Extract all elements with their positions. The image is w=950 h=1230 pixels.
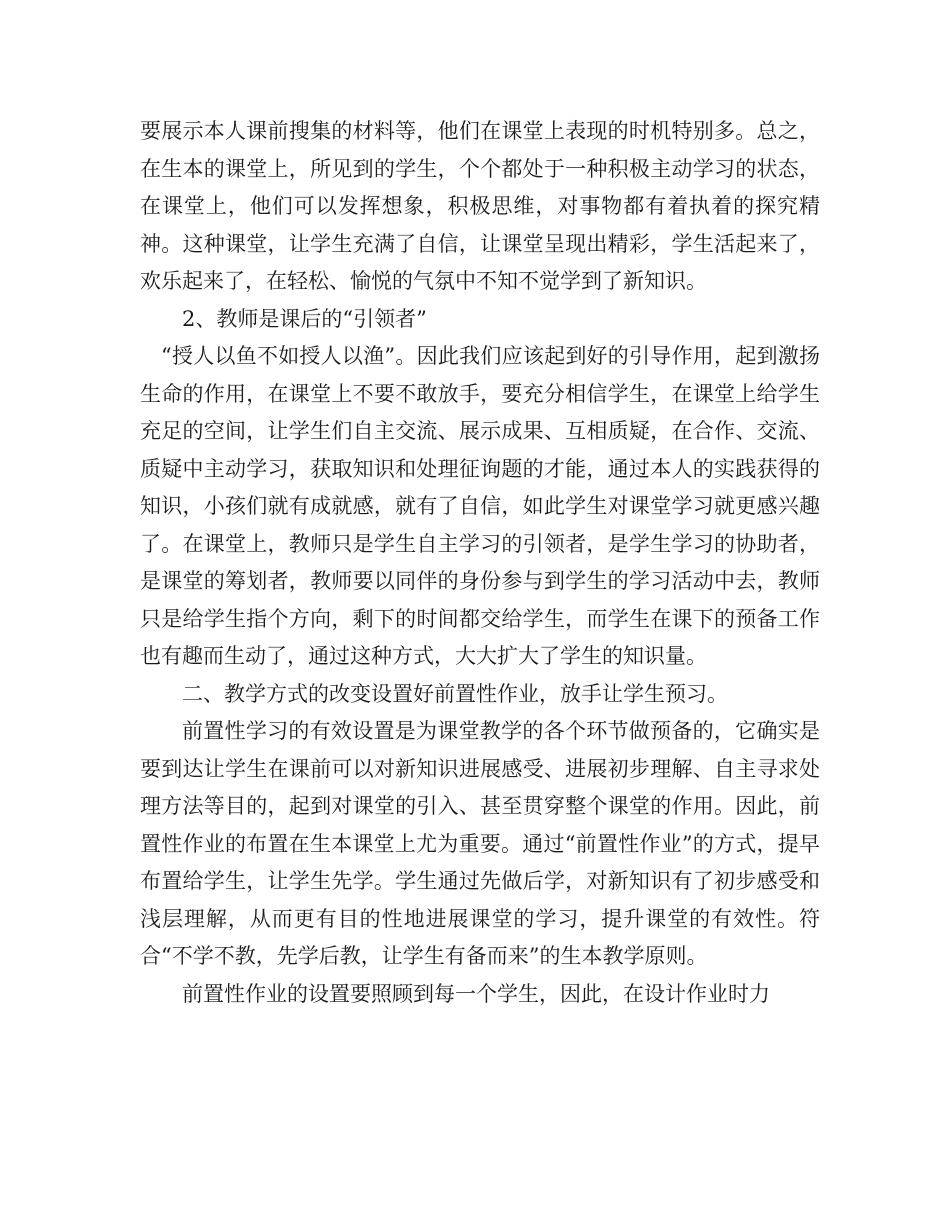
paragraph-continuation: 要展示本人课前搜集的材料等，他们在课堂上表现的时机特别多。总之，在生本的课堂上，所见到的学生，个个都处于一种积极主动学习的状态，在课堂上，他们可以发挥想象，积极思维，对事物都有着执着的探究精神。这种课堂，让学生充满了自信，让课堂呈现出精彩，学生活起来了，欢乐起来了，在轻松、愉悦的气氛中不知不觉学到了新知识。 [140, 119, 820, 293]
paragraph-homework-design: 前置性作业的设置要照顾到每一个学生，因此，在设计作业时力 [182, 981, 770, 1006]
section-heading-teaching-method: 二、教学方式的改变设置好前置性作业，放手让学生预习。 [182, 681, 728, 706]
document-body [140, 113, 820, 1013]
paragraph-quote: “授人以鱼不如授人以渔”。因此我们应该起到好的引导作用，起到激扬生命的作用，在课堂上不要不敢放手，要充分相信学生，在课堂上给学生充足的空间，让学生们自主交流、展示成果、互相质疑，在合作、交流、质疑中主动学习，获取知识和处理征询题的才能，通过本人的实践获得的知识，小孩们就有成就感，就有了自信，如此学生对课堂学习就更感兴趣了。在课堂上，教师只是学生自主学习的引领者，是学生学习的协助者，是课堂的筹划者，教师要以同伴的身份参与到学生的学习活动中去，教师只是给学生指个方向，剩下的时间都交给学生，而学生在课下的预备工作也有趣而生动了，通过这种方式，大大扩大了学生的知识量。 [140, 344, 820, 668]
paragraph-preview-homework: 前置性学习的有效设置是为课堂教学的各个环节做预备的，它确实是要到达让学生在课前可以对新知识进展感受、进展初步理解、自主寻求处理方法等目的，起到对课堂的引入、甚至贯穿整个课堂的作用。因此，前置性作业的布置在生本课堂上尤为重要。通过“前置性作业”的方式，提早布置给学生，让学生先学。学生通过先做后学，对新知识有了初步感受和浅层理解，从而更有目的性地进展课堂的学习，提升课堂的有效性。符合“不学不教，先学后教，让学生有备而来”的生本教学原则。 [140, 719, 820, 968]
subheading-teacher-guide: 2、教师是课后的“引领者” [182, 306, 427, 331]
